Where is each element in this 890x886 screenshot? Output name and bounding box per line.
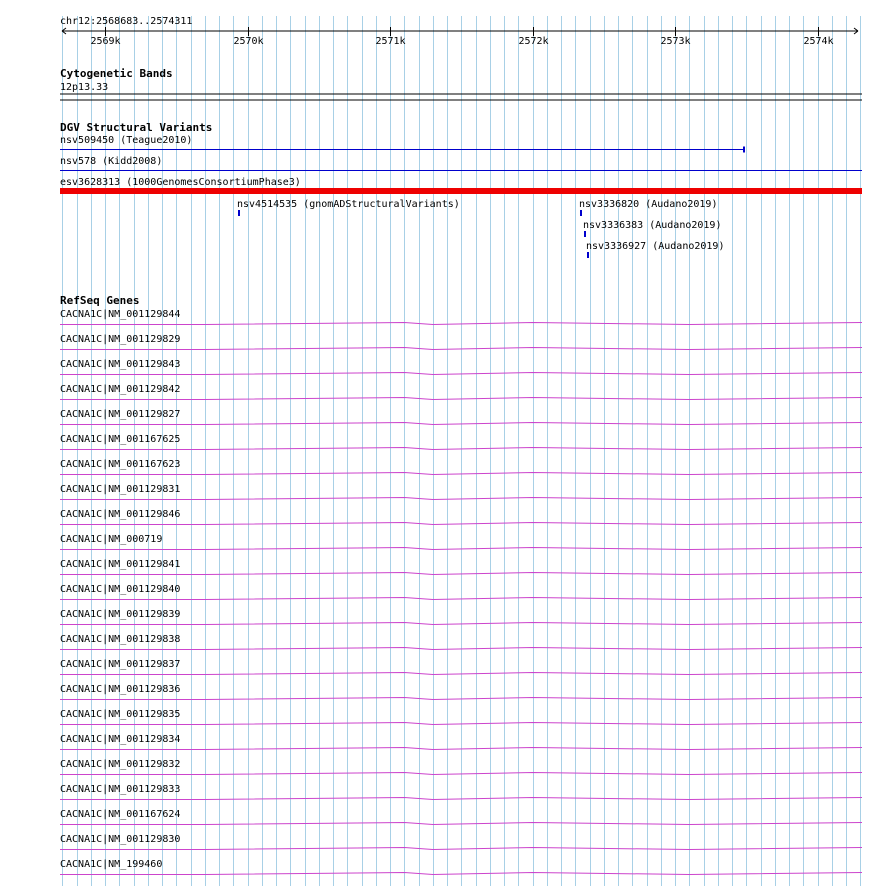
dgv-feature-tick[interactable]: [238, 210, 240, 216]
dgv-feature-label[interactable]: nsv578 (Kidd2008): [60, 156, 163, 167]
dgv-feature-label[interactable]: nsv3336927 (Audano2019): [586, 241, 725, 252]
gene-label[interactable]: CACNA1C|NM_199460: [60, 859, 163, 870]
ruler-tick-label: 2574k: [803, 36, 834, 47]
cytoband-track-title: Cytogenetic Bands: [60, 67, 173, 80]
gene-label[interactable]: CACNA1C|NM_001129827: [60, 409, 181, 420]
dgv-feature-label[interactable]: nsv3336383 (Audano2019): [583, 220, 722, 231]
gene-label[interactable]: CACNA1C|NM_001129833: [60, 784, 181, 795]
dgv-track-title: DGV Structural Variants: [60, 121, 213, 134]
dgv-feature-label[interactable]: nsv509450 (Teague2010): [60, 135, 193, 146]
dgv-feature-label[interactable]: esv3628313 (1000GenomesConsortiumPhase3): [60, 177, 301, 188]
gene-label[interactable]: CACNA1C|NM_001129832: [60, 759, 181, 770]
gene-label[interactable]: CACNA1C|NM_001167624: [60, 809, 181, 820]
cytoband-label: 12p13.33: [60, 82, 109, 93]
dgv-feature-tick[interactable]: [584, 231, 586, 237]
ruler-tick-label: 2573k: [660, 36, 691, 47]
gene-label[interactable]: CACNA1C|NM_001129841: [60, 559, 181, 570]
gene-label[interactable]: CACNA1C|NM_001129838: [60, 634, 181, 645]
gene-label[interactable]: CACNA1C|NM_001129829: [60, 334, 181, 345]
dgv-feature-end-tick: [743, 147, 745, 153]
gene-label[interactable]: CACNA1C|NM_001129830: [60, 834, 181, 845]
gene-label[interactable]: CACNA1C|NM_001129846: [60, 509, 181, 520]
gene-label[interactable]: CACNA1C|NM_001129836: [60, 684, 181, 695]
dgv-feature-bar[interactable]: [60, 188, 862, 194]
refseq-track-title: RefSeq Genes: [60, 294, 140, 307]
gene-label[interactable]: CACNA1C|NM_001129842: [60, 384, 181, 395]
ruler: [60, 16, 858, 47]
gene-label[interactable]: CACNA1C|NM_001129839: [60, 609, 181, 620]
dgv-feature-tick[interactable]: [580, 210, 582, 216]
gene-label[interactable]: CACNA1C|NM_001129844: [60, 309, 181, 320]
gene-label[interactable]: CACNA1C|NM_001167623: [60, 459, 181, 470]
dgv-feature-label[interactable]: nsv4514535 (gnomADStructuralVariants): [237, 199, 460, 210]
gene-label[interactable]: CACNA1C|NM_001129843: [60, 359, 181, 370]
gene-label[interactable]: CACNA1C|NM_001129835: [60, 709, 181, 720]
dgv-feature-tick[interactable]: [587, 252, 589, 258]
gene-label[interactable]: CACNA1C|NM_000719: [60, 534, 163, 545]
gene-label[interactable]: CACNA1C|NM_001129837: [60, 659, 181, 670]
gene-label[interactable]: CACNA1C|NM_001129840: [60, 584, 181, 595]
ruler-tick-label: 2569k: [90, 36, 121, 47]
ruler-tick-label: 2572k: [518, 36, 549, 47]
grid-lines: [63, 16, 861, 886]
ruler-tick-label: 2570k: [233, 36, 264, 47]
dgv-feature-label[interactable]: nsv3336820 (Audano2019): [579, 199, 718, 210]
ruler-tick-label: 2571k: [375, 36, 406, 47]
gene-label[interactable]: CACNA1C|NM_001167625: [60, 434, 181, 445]
gene-label[interactable]: CACNA1C|NM_001129834: [60, 734, 181, 745]
gene-label[interactable]: CACNA1C|NM_001129831: [60, 484, 181, 495]
region-label: chr12:2568683..2574311: [60, 16, 193, 27]
